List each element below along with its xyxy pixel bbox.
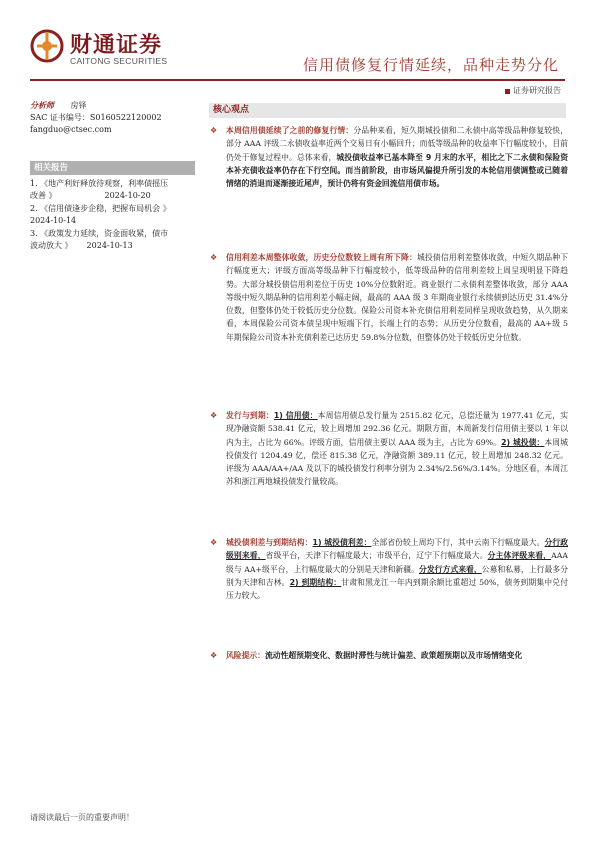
bullet-subhead: 2) 城投债： xyxy=(501,437,545,447)
bullet-body xyxy=(210,536,568,602)
related-report-cont: 改善 》 xyxy=(30,191,57,201)
header-divider xyxy=(30,79,565,81)
analyst-line xyxy=(30,99,190,112)
bullet-strong: 流动性超预期变化、数据时滞性与统计偏差、政策超预期以及市场情绪变化 xyxy=(264,651,523,660)
analyst-sac: SAC 证书编号：S0160522120002 xyxy=(30,113,162,122)
bullet-lead: 信用利差本周整体收敛，历史分位数较上周有所下降： xyxy=(226,253,417,262)
bullet-body xyxy=(210,251,568,344)
bullet-text: 本周信用债总发行量为 2515.82 亿元，总偿还量为 1977.41 亿元，实现净融资额 538.41 亿元，较上周增加 292.36 亿元。期限方面，本周新发行信用债主要以 1 年以内为主，占比为 66%。评级方面，信用债主要以 AAA 级为主，占比为 69%。 xyxy=(226,411,569,447)
bullet-subhead: 分主体评级来看， xyxy=(487,551,552,561)
diamond-bullet-icon: ❖ xyxy=(210,411,218,420)
bullet-strong: 城投债收益率已基本降至 9 月末的水平，相比之下二永债和保险资本补充债收益率仍存在下行空间。而当前阶段，由市场风偏提升所引发的本轮信用债调整或已随着情绪的消退而逐渐接近尾声，预计仍将有资金回流信用债市场。 xyxy=(226,152,568,189)
bullet-text: 分品种来看，短久期城投债和二永债中高等级品种修复较快，部分 AAA 评级二永债收益率近两个交易日有小幅回升；而低等级品种的收益率下行幅度较小，目前仍处于修复过程中。总体来看， xyxy=(226,126,569,162)
bullet-credit-repair xyxy=(210,124,568,190)
bullet-subhead: 2) 到期结构： xyxy=(289,577,342,587)
related-reports-heading: 相关报告 xyxy=(30,161,195,175)
bullet-credit-spread xyxy=(210,251,568,344)
related-report-date: 2024-10-13 xyxy=(86,241,133,251)
report-type-text: 证券研究报告 xyxy=(513,86,561,95)
caitong-logo xyxy=(30,26,180,70)
footer-disclaimer: 请阅读最后一页的重要声明！ xyxy=(30,813,134,822)
bullet-lead: 风险提示： xyxy=(226,651,265,660)
related-report-line xyxy=(30,190,200,202)
analyst-email[interactable]: fangduo@ctsec.com xyxy=(30,125,112,134)
analyst-info xyxy=(30,99,190,136)
bullet-subhead: 1) 信用债： xyxy=(273,411,318,420)
bullet-text: AAA 级与 AA+级平台，上行幅度最大的分别是天津和新疆。 xyxy=(226,551,569,574)
bullet-text: 甘肃和黑龙江一年内到期余额比重超过 50%，债务到期集中兑付压力较大。 xyxy=(226,577,568,601)
bullet-body xyxy=(210,409,568,489)
bullet-body xyxy=(210,124,568,190)
diamond-bullet-icon: ❖ xyxy=(210,126,218,135)
logo-text-en: CAITONG SECURITIES xyxy=(70,56,168,66)
related-report-line xyxy=(30,240,200,252)
related-reports-list xyxy=(30,178,200,252)
logo-mark-icon xyxy=(30,26,64,64)
bullet-body xyxy=(210,649,568,662)
related-report-date: 2024-10-14 xyxy=(30,216,77,226)
related-report-cont: 波动放大 》 xyxy=(30,241,73,251)
related-report-link[interactable]: 2. 《信用债逢步企稳，把握布局机会 》 xyxy=(30,203,171,213)
bullet-text: 本周城投债发行 1204.49 亿，偿还 815.38 亿元，净融资额 389.11 亿元，较上周增加 248.32 亿元。评级为 AAA/AA+/AA 及以下的城投债发行利率分别为 2.34%/2.56%/3.14%。分地区看，本周江苏和浙江两地城投债发行量较高。 xyxy=(226,437,568,487)
bullet-lead: 发行与到期： xyxy=(226,411,274,420)
analyst-label: 分析师 xyxy=(30,100,54,110)
square-bullet-icon xyxy=(505,89,510,94)
bullet-subhead: 分行政级别来看， xyxy=(226,538,569,561)
diamond-bullet-icon: ❖ xyxy=(210,253,218,262)
report-type-label xyxy=(505,85,561,96)
bullet-chengtou-spread xyxy=(210,536,568,602)
related-report-date: 2024-10-20 xyxy=(104,191,151,201)
bullet-text: 城投债信用利差整体收敛，中短久期品种下行幅度更大；评级方面高等级品种下行幅度较小，低等级品种的信用利差较上周呈现明显下降趋势。大部分城投债信用利差位于历史 10%分位数附近。商业银行二永债利差整体收敛，部分 AAA 等级中短久期品种的信用利差小幅走阔，最高的 AAA 级 3 年期商业银行永续债到达历史 31.4%分位数，但整体仍处于较低历史分位数。保险公司资本补充债信用利差同样呈现收敛趋势，从久期来看，本周保险公司资本债呈现中短端下行，长端上行的态势；从历史分位数看，最高的 AA+级 5 年期保险公司资本补充债利差已达历史 59.8%分位数，但整体仍处于较低历史分位数。 xyxy=(226,253,569,342)
bullet-lead: 城投债利差与到期结构： xyxy=(226,538,313,547)
bullet-subhead: 分发行方式来看， xyxy=(418,564,482,574)
bullet-issuance xyxy=(210,409,568,489)
bullet-risk xyxy=(210,649,568,662)
core-views-heading: 核心观点 xyxy=(209,103,566,118)
bullet-subhead: 1) 城投债利差： xyxy=(312,538,372,547)
report-title: 信用债修复行情延续，品种走势分化 xyxy=(302,56,559,74)
logo-text-cn: 财通证券 xyxy=(70,33,163,58)
related-report-link[interactable]: 1. 《地产利好释放待观察，利率债摇压 xyxy=(30,179,169,188)
diamond-bullet-icon: ❖ xyxy=(210,538,218,547)
bullet-lead: 本周信用债延续了之前的修复行情： xyxy=(226,126,354,135)
analyst-name: 房铎 xyxy=(70,101,87,110)
diamond-bullet-icon: ❖ xyxy=(210,651,218,660)
bullet-text: 省级平台，天津下行幅度最大；市级平台，辽宁下行幅度最大。 xyxy=(265,551,488,561)
bullet-text: 全部省份较上周均下行，其中云南下行幅度最大。 xyxy=(371,538,545,547)
bullet-text: 公募和私募，上行最多分别为天津和吉林。 xyxy=(226,564,569,587)
related-report-link[interactable]: 3. 《政策发力延续，资金面收紧，债市 xyxy=(30,228,169,238)
